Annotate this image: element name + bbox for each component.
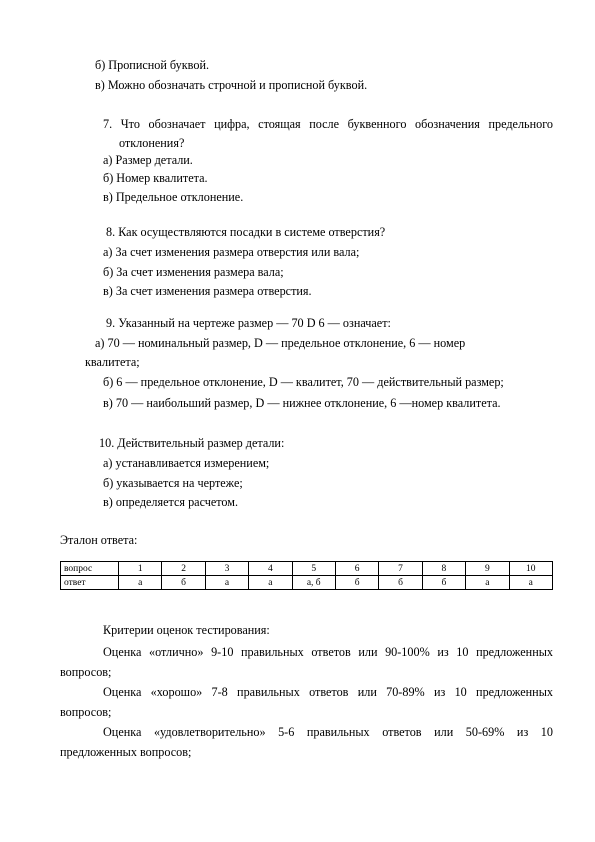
criteria-title: Критерии оценок тестирования: xyxy=(103,623,270,637)
answer-cell: б xyxy=(335,576,378,590)
question-cell: 10 xyxy=(509,562,552,576)
q7-option-a: а) Размер детали. xyxy=(103,153,193,167)
answer-cell: а xyxy=(119,576,162,590)
question-cell: 9 xyxy=(466,562,509,576)
q9-option-a: а) 70 — номинальный размер, D — предельное отклонение, 6 — номер xyxy=(95,336,466,350)
question-cell: 7 xyxy=(379,562,422,576)
question-cell: 8 xyxy=(422,562,465,576)
q9-option-b: б) 6 — предельное отклонение, D — квалитет, 70 — действительный размер; xyxy=(103,375,504,389)
answer-cell: б xyxy=(422,576,465,590)
row-label-answer: ответ xyxy=(61,576,119,590)
criteria-good: Оценка «хорошо» 7-8 правильных ответов или 70-89% из 10 предложенных xyxy=(103,685,553,699)
q9-question: 9. Указанный на чертеже размер — 70 D 6 — означает: xyxy=(106,316,391,330)
answer-cell: а, б xyxy=(292,576,335,590)
q9-option-a-cont: квалитета; xyxy=(85,355,140,369)
q7-question-cont: отклонения? xyxy=(119,136,185,150)
q8-question: 8. Как осуществляются посадки в системе отверстия? xyxy=(106,225,386,239)
answer-key-table xyxy=(60,561,553,590)
answer-cell: б xyxy=(162,576,205,590)
question-cell: 6 xyxy=(335,562,378,576)
answer-cell: а xyxy=(509,576,552,590)
answer-cell: а xyxy=(466,576,509,590)
q6-option-v: в) Можно обозначать строчной и прописной буквой. xyxy=(95,78,368,92)
question-number-row xyxy=(61,562,553,576)
question-cell: 3 xyxy=(205,562,248,576)
question-cell: 5 xyxy=(292,562,335,576)
question-cell: 1 xyxy=(119,562,162,576)
answer-row xyxy=(61,576,553,590)
q8-option-v: в) За счет изменения размера отверстия. xyxy=(103,284,312,298)
q7-question: 7. Что обозначает цифра, стоящая после буквенного обозначения предельного xyxy=(103,117,553,131)
question-cell: 4 xyxy=(249,562,292,576)
answer-cell: а xyxy=(205,576,248,590)
criteria-good-cont: вопросов; xyxy=(60,705,112,719)
criteria-excellent: Оценка «отлично» 9-10 правильных ответов или 90-100% из 10 предложенных xyxy=(103,645,553,659)
criteria-excellent-cont: вопросов; xyxy=(60,665,112,679)
q7-option-b: б) Номер квалитета. xyxy=(103,171,208,185)
answer-key-title: Эталон ответа: xyxy=(60,533,138,547)
q8-option-a: а) За счет изменения размера отверстия или вала; xyxy=(103,245,360,259)
q9-option-v: в) 70 — наибольший размер, D — нижнее отклонение, 6 —номер квалитета. xyxy=(103,396,501,410)
criteria-satisfactory: Оценка «удовлетворительно» 5-6 правильных ответов или 50-69% из 10 xyxy=(103,725,553,739)
question-cell: 2 xyxy=(162,562,205,576)
answer-cell: б xyxy=(379,576,422,590)
criteria-satisfactory-cont: предложенных вопросов; xyxy=(60,745,192,759)
q10-option-b: б) указывается на чертеже; xyxy=(103,476,243,490)
q10-question: 10. Действительный размер детали: xyxy=(99,436,285,450)
q10-option-a: а) устанавливается измерением; xyxy=(103,456,270,470)
q7-option-v: в) Предельное отклонение. xyxy=(103,190,244,204)
q6-option-b: б) Прописной буквой. xyxy=(95,58,210,72)
q10-option-v: в) определяется расчетом. xyxy=(103,495,239,509)
answer-cell: а xyxy=(249,576,292,590)
q8-option-b: б) За счет изменения размера вала; xyxy=(103,265,284,279)
row-label-question: вопрос xyxy=(61,562,119,576)
